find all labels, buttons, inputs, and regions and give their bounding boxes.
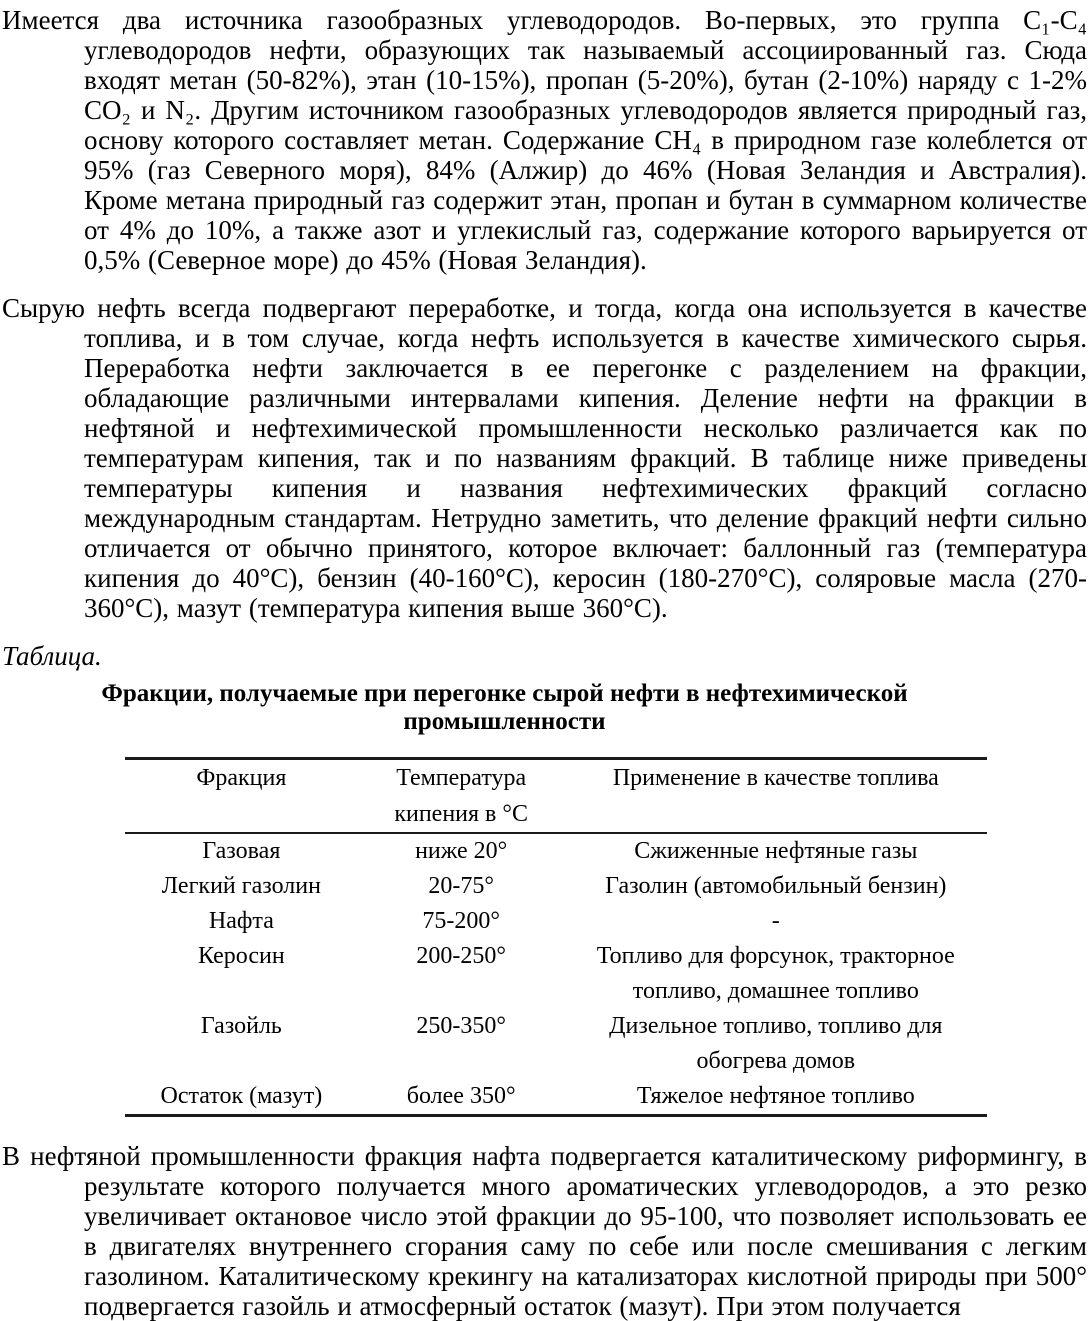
cell-boiling: 20-75° — [428, 873, 494, 899]
table-row — [125, 1009, 987, 1079]
cell-fraction: Нафта — [208, 908, 274, 934]
table-row — [125, 904, 987, 939]
table-body — [125, 833, 987, 1116]
paragraph-naphtha-reforming: В нефтяной промышленности фракция нафта подвергается каталитическому риформингу, в результате которого получается много ароматических углеводородов, а это резко увеличивает октановое число этой фракции до 95-100, что позволяет использовать ее в двигателях внутреннего сгорания саму по себе или после смешивания с легким газолином. Каталитическому крекингу на катализаторах кислотной природы при 500° подвергается газойль и атмосферный остаток (мазут). При этом получается — [2, 1141, 1087, 1321]
cell-fraction: Газойль — [200, 1013, 282, 1039]
cell-use: Тяжелое нефтяное топливо — [636, 1083, 915, 1109]
table-header-row — [125, 759, 987, 834]
table-row — [125, 869, 987, 904]
cell-boiling: ниже 20° — [415, 838, 508, 864]
table-row — [125, 939, 987, 1009]
cell-use: - — [771, 908, 780, 934]
cell-boiling: 75-200° — [422, 908, 500, 934]
cell-boiling: 250-350° — [416, 1013, 506, 1039]
paragraph-oil-refining: Сырую нефть всегда подвергают переработке, и тогда, когда она используется в качестве топлива, и в том случае, когда нефть используется в качестве химического сырья. Переработка нефти заключается в ее перегонке с разделением на фракции, обладающие различными интервалами кипения. Деление нефти на фракции в нефтяной и нефтехимической промышленности несколько различается как по температурам кипения, так и по названиям фракций. В таблице ниже приведены температуры кипения и названия нефтехимических фракций согласно международным стандартам. Нетрудно заметить, что деление фракций нефти сильно отличается от обычно принятого, которое включает: баллонный газ (температура кипения до 40°С), бензин (40-160°С), керосин (180-270°С), соляровые масла (270- 360°С), мазут (температура кипения выше 360°С). — [2, 293, 1087, 623]
cell-boiling: более 350° — [406, 1083, 516, 1109]
fractions-table — [125, 757, 987, 1117]
table-header — [125, 759, 987, 834]
column-header-fraction: Фракция — [196, 765, 287, 791]
table-label: Таблица. — [2, 641, 102, 671]
column-header-fuel-use: Применение в качестве топлива — [612, 765, 939, 791]
table-row — [125, 1079, 987, 1116]
paragraph-gas-sources: Имеется два источника газообразных углеводородов. Во-первых, это группа C₁-C₄ углеводородов нефти, образующих так называемый ассоциированный газ. Сюда входят метан (50-82%), этан (10-15%), пропан (5-20%), бутан (2-10%) наряду с 1-2% CO₂ и N₂. Другим источником газообразных углеводородов является природный газ, основу которого составляет метан. Содержание CH₄ в природном газе колеблется от 95% (газ Северного моря), 84% (Алжир) до 46% (Новая Зеландия и Австралия). Кроме метана природный газ содержит этан, пропан и бутан в суммарном количестве от 4% до 10%, а также азот и углекислый газ, содержание которого варьируется от 0,5% (Северное море) до 45% (Новая Зеландия). — [2, 5, 1087, 275]
cell-boiling: 200-250° — [416, 943, 506, 969]
cell-use: Газолин (автомобильный бензин) — [605, 873, 947, 899]
table-row — [125, 833, 987, 869]
cell-use: Дизельное топливо, топливо для обогрева домов — [609, 1013, 943, 1074]
column-header-boiling-temp: Температура кипения в °С — [394, 765, 528, 827]
cell-use: Топливо для форсунок, тракторное топливо, домашнее топливо — [596, 943, 955, 1004]
cell-fraction: Газовая — [202, 838, 281, 864]
cell-use: Сжиженные нефтяные газы — [634, 838, 918, 864]
table-title: Фракции, получаемые при перегонке сырой нефти в нефтехимической промышленности — [101, 680, 908, 735]
cell-fraction: Остаток (мазут) — [160, 1083, 323, 1109]
cell-fraction: Легкий газолин — [161, 873, 321, 899]
fractions-table-wrapper — [125, 757, 987, 1117]
cell-fraction: Керосин — [198, 943, 285, 969]
